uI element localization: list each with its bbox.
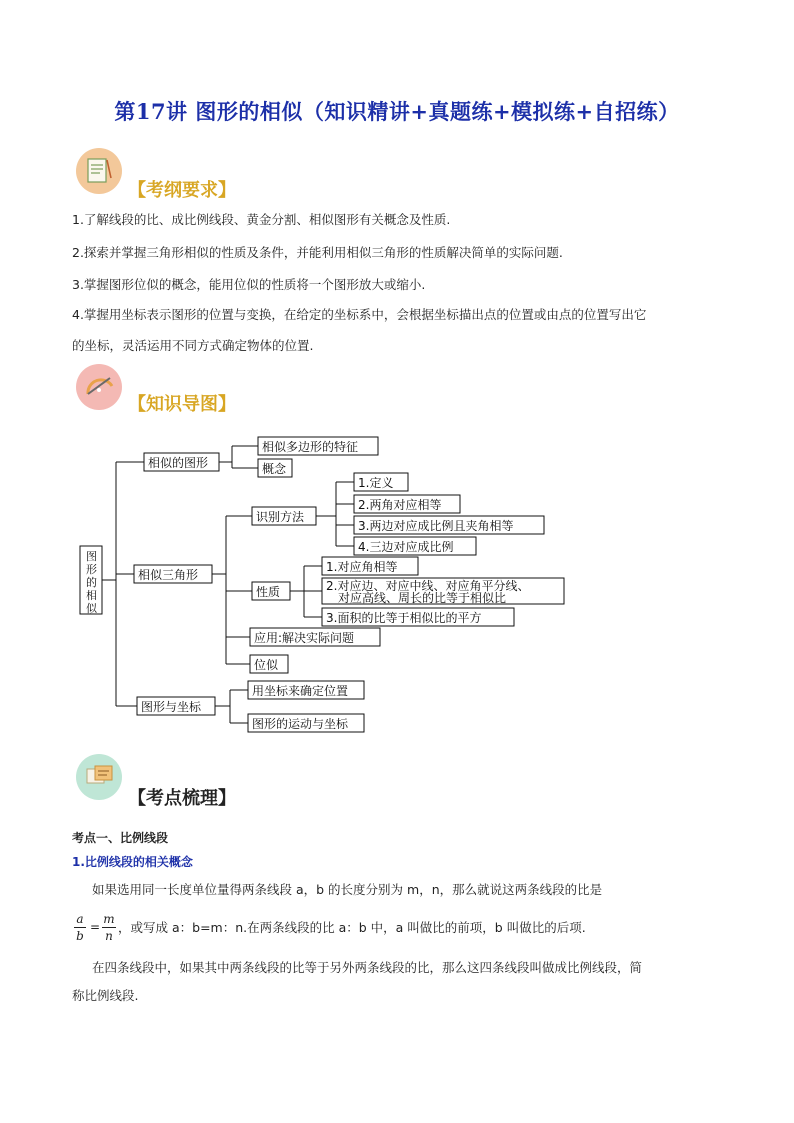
mm-root-char-2: 形 xyxy=(86,563,97,576)
mindmap-heading: 【知识导图】 xyxy=(128,394,236,415)
mm-prop1: 1.对应角相等 xyxy=(326,560,398,574)
mm-coords: 图形与坐标 xyxy=(141,700,202,714)
mm-application: 应用:解决实际问题 xyxy=(254,631,355,645)
mm-prop2b: 对应高线、周长的比等于相似比 xyxy=(338,591,507,605)
mm-properties: 性质 xyxy=(256,585,281,599)
equals-sign: = xyxy=(90,920,101,934)
sub1-title: 1.比例线段的相关概念 xyxy=(72,855,193,869)
requirement-item-4: 4.掌握用坐标表示图形的位置与变换，在给定的坐标系中，会根据坐标描出点的位置或由点的位置写出它 xyxy=(72,307,647,322)
fraction-ab xyxy=(74,912,86,943)
mm-identification: 识别方法 xyxy=(256,510,305,524)
page-title: 第17讲 图形的相似（知识精讲+真题练+模拟练+自招练） xyxy=(114,99,680,124)
frac-m: m xyxy=(103,912,115,926)
requirement-item-4-cont: 的坐标，灵活运用不同方式确定物体的位置. xyxy=(72,338,314,353)
p3-text: 在四条线段中，如果其中两条线段的比等于另外两条线段的比，那么这四条线段叫做成比例线段，简 xyxy=(92,960,643,975)
mm-root-char-4: 相 xyxy=(86,589,97,602)
point1-title: 考点一、比例线段 xyxy=(72,831,169,845)
mm-three-sides: 4.三边对应成比例 xyxy=(358,540,454,554)
mm-prop3: 3.面积的比等于相似比的平方 xyxy=(326,611,482,625)
mm-root-char-1: 图 xyxy=(86,550,97,563)
mm-coord-pos: 用坐标来确定位置 xyxy=(252,684,349,698)
points-heading: 【考点梳理】 xyxy=(128,788,236,809)
frac-b: b xyxy=(76,929,84,943)
requirements-heading: 【考纲要求】 xyxy=(128,180,236,201)
mm-concept: 概念 xyxy=(262,462,287,476)
fraction-mn xyxy=(102,912,116,943)
p1-text: 如果选用同一长度单位量得两条线段 a，b 的长度分别为 m，n，那么就说这两条线段的比是 xyxy=(92,882,603,897)
mm-root-char-3: 的 xyxy=(86,576,97,589)
mm-polygon-features: 相似多边形的特征 xyxy=(262,440,359,454)
mm-coord-motion: 图形的运动与坐标 xyxy=(252,717,349,731)
mm-similar-triangles: 相似三角形 xyxy=(138,568,199,582)
mm-two-sides-angle: 3.两边对应成比例且夹角相等 xyxy=(358,519,514,533)
frac-n: n xyxy=(105,929,113,943)
mm-prop2a: 2.对应边、对应中线、对应角平分线、 xyxy=(326,579,530,593)
p4-text: 称比例线段. xyxy=(72,988,139,1003)
documents-icon xyxy=(76,754,122,800)
mm-similar-figures: 相似的图形 xyxy=(148,456,209,470)
requirement-item-1: 1.了解线段的比、成比例线段、黄金分割、相似图形有关概念及性质. xyxy=(72,212,451,227)
mm-def: 1.定义 xyxy=(358,476,394,490)
requirement-item-2: 2.探索并掌握三角形相似的性质及条件，并能利用相似三角形的性质解决简单的实际问题. xyxy=(72,245,563,260)
requirement-item-3: 3.掌握图形位似的概念，能用位似的性质将一个图形放大或缩小. xyxy=(72,277,426,292)
mm-root-char-5: 似 xyxy=(86,602,97,615)
p2-text: ，或写成 a：b=m：n.在两条线段的比 a：b 中，a 叫做比的前项，b 叫做比的后项. xyxy=(118,920,586,935)
frac-a: a xyxy=(76,912,84,926)
mm-two-angles: 2.两角对应相等 xyxy=(358,498,442,512)
mm-homothety: 位似 xyxy=(254,658,279,672)
